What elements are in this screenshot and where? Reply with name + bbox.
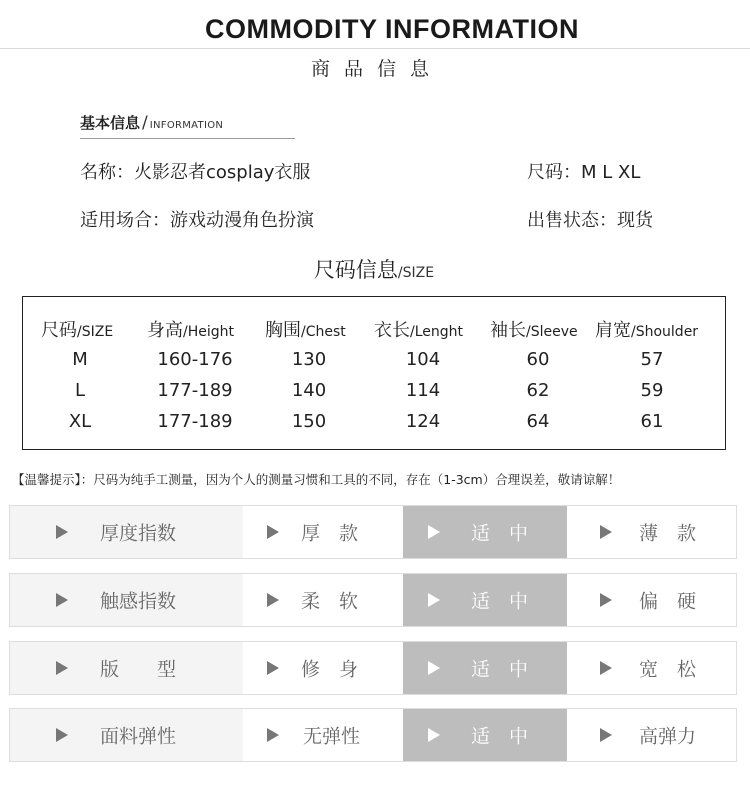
rating-category: 面料弹性: [10, 709, 243, 761]
triangle-icon: [56, 593, 68, 607]
triangle-icon: [428, 525, 440, 539]
rating-category: 触感指数: [10, 574, 243, 626]
triangle-icon: [267, 525, 279, 539]
basic-info-heading: [80, 112, 223, 133]
triangle-icon: [600, 728, 612, 742]
triangle-icon: [600, 661, 612, 675]
top-divider: [0, 48, 750, 49]
table-cell: 177-189: [157, 380, 233, 401]
product-sizes: 尺码：M L XL: [527, 162, 641, 183]
chest-header: 胸围/Chest: [265, 320, 346, 341]
size-info-heading: [0, 254, 748, 284]
table-cell: 57: [640, 349, 664, 370]
rating-option: 薄 款: [567, 506, 736, 558]
page-title-cn: 商品信息: [310, 58, 443, 80]
triangle-icon: [428, 661, 440, 675]
table-cell: 130: [291, 349, 327, 370]
rating-row-fit: [9, 641, 737, 695]
length-header: 衣长/Lenght: [374, 320, 464, 341]
table-cell: 64: [526, 411, 550, 432]
table-cell: 59: [640, 380, 664, 401]
sleeve-header: 袖长/Sleeve: [490, 320, 578, 341]
size-table: [22, 296, 726, 450]
rating-option: 修 身: [243, 642, 403, 694]
rating-category: 版 型: [10, 642, 243, 694]
table-cell: 140: [291, 380, 327, 401]
rating-option-selected: 适 中: [403, 574, 567, 626]
table-cell: 62: [526, 380, 550, 401]
table-cell: XL: [68, 411, 92, 432]
product-scene: 适用场合：游戏动漫角色扮演: [80, 210, 314, 231]
triangle-icon: [56, 661, 68, 675]
heading-separator: /: [142, 113, 148, 133]
rating-option: 宽 松: [567, 642, 736, 694]
rating-option: 高弹力: [567, 709, 736, 761]
rating-row-thickness: [9, 505, 737, 559]
table-cell: L: [74, 380, 86, 401]
shoulder-header: 肩宽/Shoulder: [595, 320, 699, 341]
rating-option-selected: 适 中: [403, 642, 567, 694]
sale-status: 出售状态：现货: [527, 210, 653, 231]
rating-option: 柔 软: [243, 574, 403, 626]
triangle-icon: [267, 661, 279, 675]
size-header: 尺码/SIZE: [41, 320, 114, 341]
rating-row-touch: [9, 573, 737, 627]
table-cell: M: [72, 349, 88, 370]
rating-option: 厚 款: [243, 506, 403, 558]
size-info-heading-en: /SIZE: [397, 265, 435, 281]
size-info-heading-cn: 尺码信息: [313, 258, 398, 282]
height-header: 身高/Height: [147, 320, 234, 341]
table-cell: 124: [405, 411, 441, 432]
table-cell: 114: [405, 380, 441, 401]
triangle-icon: [600, 593, 612, 607]
triangle-icon: [56, 525, 68, 539]
rating-option-selected: 适 中: [403, 506, 567, 558]
rating-option-selected: 适 中: [403, 709, 567, 761]
basic-info-underline: [80, 138, 295, 139]
table-cell: 150: [291, 411, 327, 432]
table-cell: 104: [405, 349, 441, 370]
triangle-icon: [428, 728, 440, 742]
measurement-tip: 【温馨提示】：尺码为纯手工测量，因为个人的测量习惯和工具的不同，存在（1-3cm）合理误差，敬请谅解！: [12, 472, 621, 487]
triangle-icon: [267, 728, 279, 742]
product-name: 名称：火影忍者cosplay衣服: [80, 162, 311, 183]
rating-row-elasticity: [9, 708, 737, 762]
page-title-en: COMMODITY INFORMATION: [0, 14, 750, 45]
basic-info-heading-en: INFORMATION: [149, 120, 224, 131]
triangle-icon: [428, 593, 440, 607]
table-cell: 177-189: [157, 411, 233, 432]
rating-category: 厚度指数: [10, 506, 243, 558]
rating-option: 偏 硬: [567, 574, 736, 626]
rating-option: 无弹性: [243, 709, 403, 761]
triangle-icon: [600, 525, 612, 539]
triangle-icon: [267, 593, 279, 607]
triangle-icon: [56, 728, 68, 742]
table-cell: 61: [640, 411, 664, 432]
table-cell: 60: [526, 349, 550, 370]
basic-info-heading-cn: 基本信息: [80, 114, 141, 132]
table-cell: 160-176: [157, 349, 233, 370]
